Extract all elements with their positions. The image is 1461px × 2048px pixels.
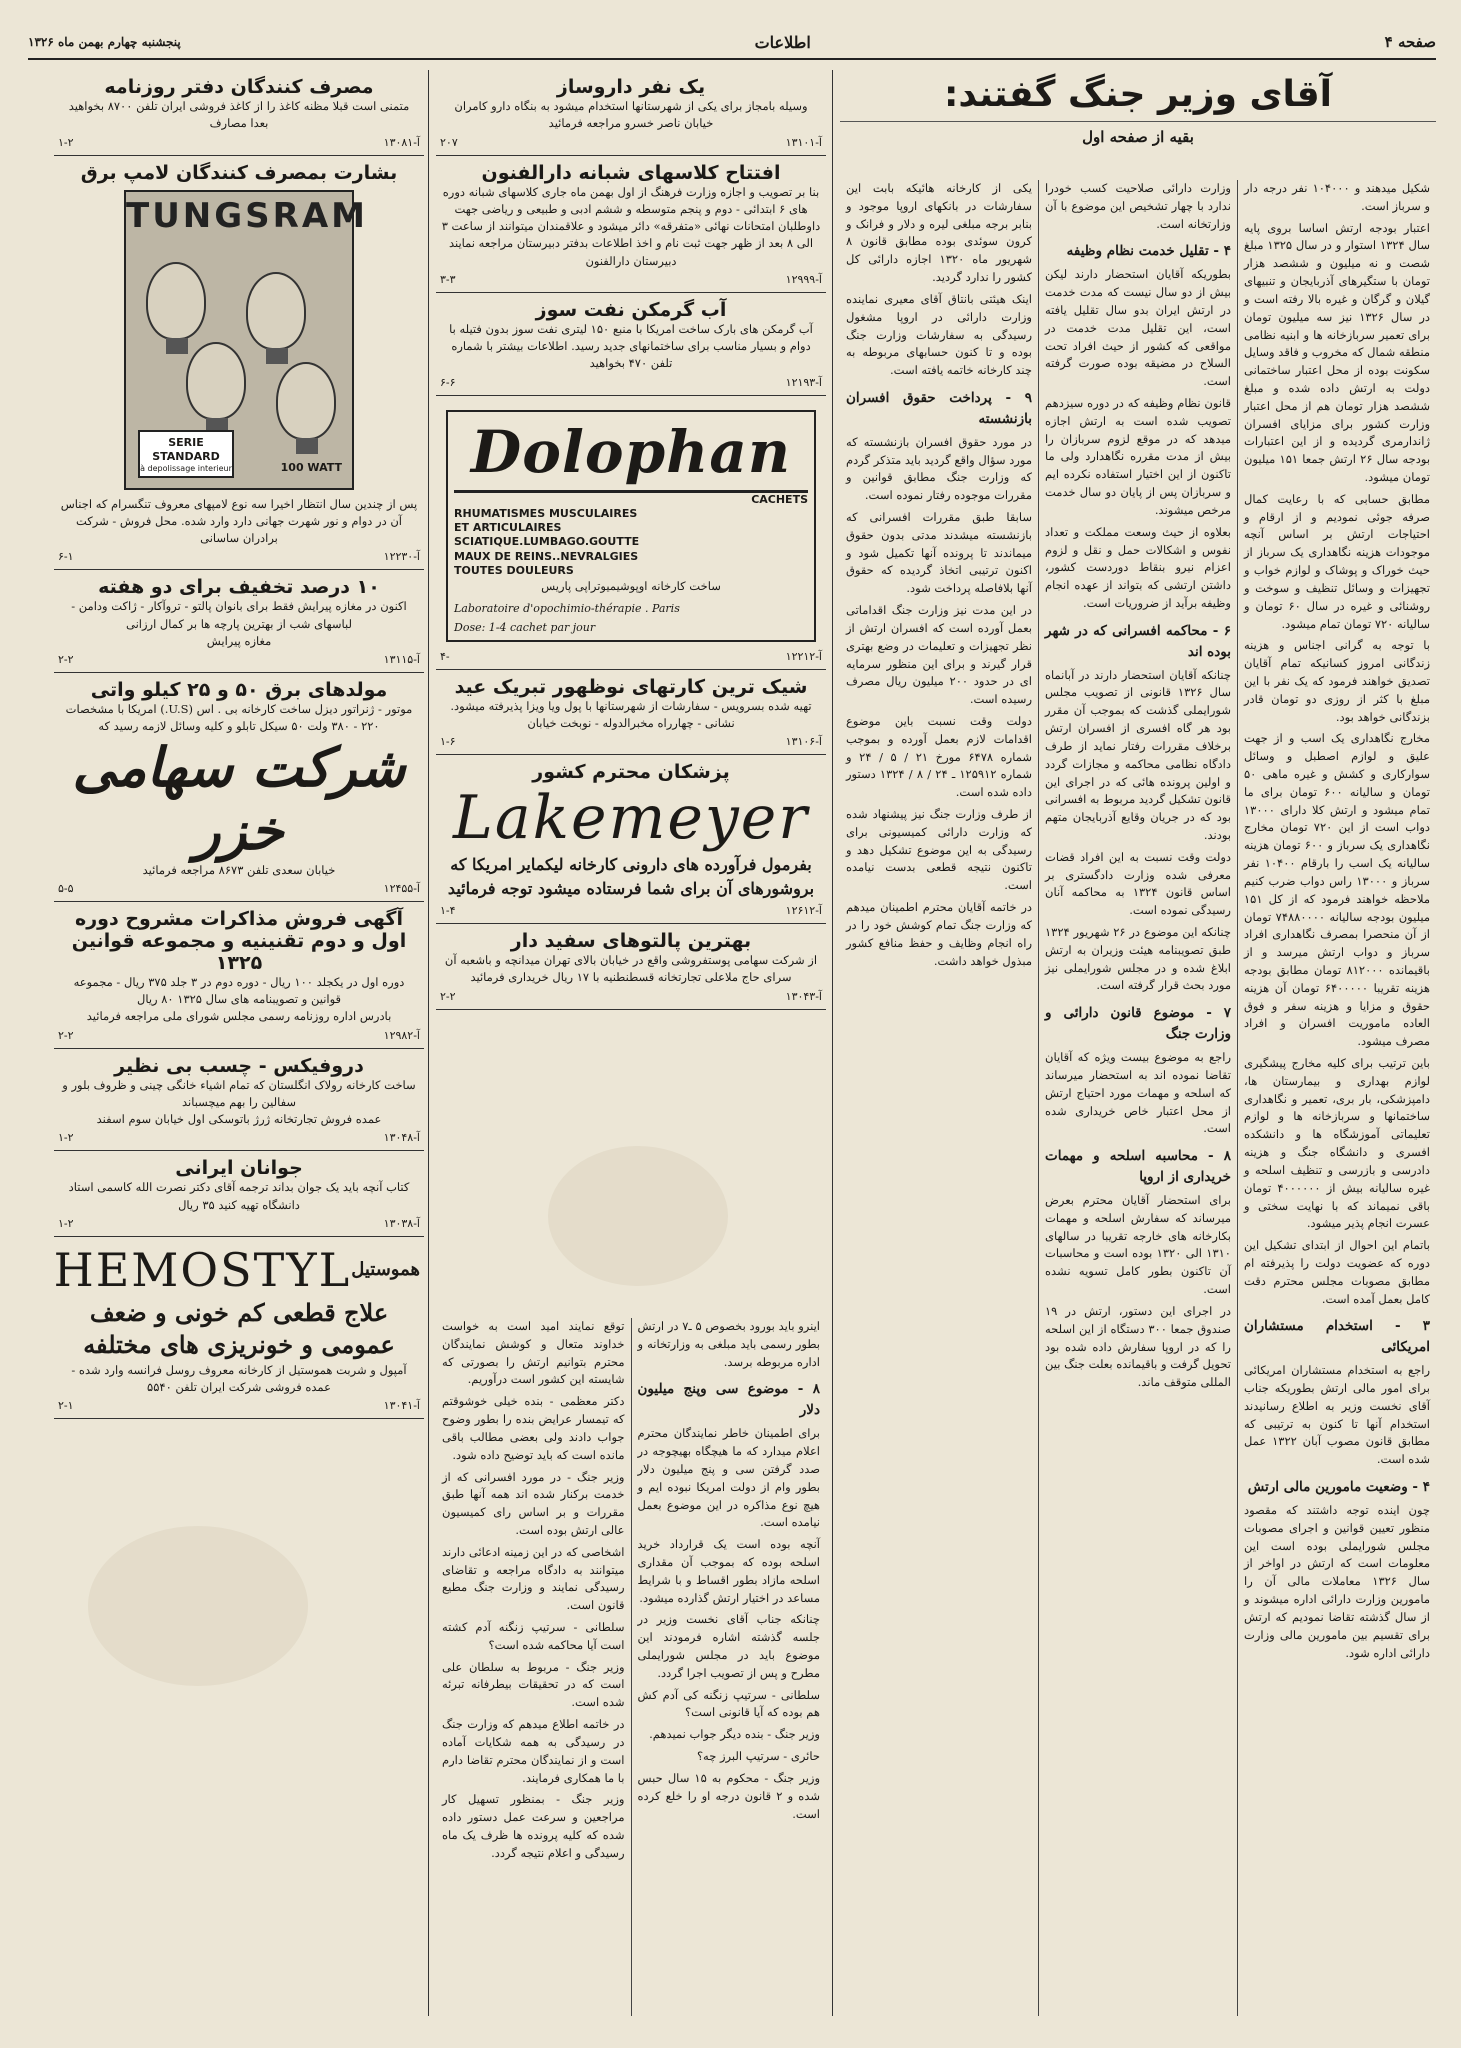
ad-code: آ-۱۲۱۹۳ <box>785 375 822 389</box>
ad-title: بهترین پالتوهای سفید دار <box>510 930 752 953</box>
dolophan-indication: SCIATIQUE.LUMBAGO.GOUTTE <box>454 535 640 549</box>
ad-title: آگهی فروش مذاکرات مشروح دوره اول و دوم تقنینیه و مجموعه قوانین ۱۳۲۵ <box>71 907 407 974</box>
ad-subtext: عمده فروش تجارتخانه ژرژ باتوسکی اول خیابان سوم اسفند <box>96 1112 382 1126</box>
ad-block <box>436 70 826 156</box>
ad-block <box>54 70 424 156</box>
ad-code-line <box>440 904 822 917</box>
khazar-logo: شرکت سهامی خزر <box>72 735 406 862</box>
ad-number: ۱-۲ <box>58 135 74 149</box>
ad-code: آ-۱۳۱۰۱ <box>785 135 822 149</box>
ad-title: افتتاح کلاسهای شبانه دارالفنون <box>481 161 781 184</box>
series-text: SERIE STANDARD <box>152 435 220 463</box>
lakemeyer-logo: Lakemeyer <box>453 783 809 854</box>
column-rule <box>832 70 833 2016</box>
article-paragraph: بعلاوه از حیث وسعت مملکت و تعداد نفوس و اشکالات حمل و نقل و لزوم اعزام نیرو بنقاط دوردست کشور، داشتن ارتشی که بتواند از عهده انجام وظیفه برآید از ضروریات است. <box>1045 524 1231 610</box>
ad-code-line <box>440 136 822 149</box>
ad-block <box>54 902 424 1049</box>
ad-title: مولدهای برق ۵۰ و ۲۵ کیلو واتی <box>90 679 388 701</box>
ad-text: اکنون در مغازه پیرایش فقط برای بانوان پالتو - تروآکار - ژاکت ودامن - لباسهای شب از بهترین پارچه ها بر کمال ارزانی <box>71 599 407 631</box>
ad-code: آ-۱۲۶۱۲ <box>785 904 822 918</box>
ad-title: یک نفر داروساز <box>556 76 706 98</box>
ad-title: پزشکان محترم کشور <box>532 761 730 784</box>
article-paragraph: راجع به استخدام مستشاران امریکائی برای امور مالی ارتش بطوریکه جناب آقای نخست وزیر به اطلاع رسانیدند استخدام آنها تا کنون به ترتیبی که مطابق قانون مصوب آبان ۱۳۲۲ عمل شده است. <box>1244 1363 1431 1467</box>
dolophan-dose: Dose: 1-4 cachet par jour <box>454 620 596 634</box>
article-kicker: بقیه از صفحه اول <box>1082 128 1194 146</box>
ad-text: پس از چندین سال انتظار اخیرا سه نوع لامپهای معروف تنگسرام که اجناس آن در دوام و نور شهرت جهانی دارد وارد شده. محل فروش - شرکت برادران ساسانی <box>60 496 418 545</box>
ad-number: ۶-۶ <box>440 375 456 389</box>
article-column-2 <box>1038 180 1237 2016</box>
article-paragraph: باین ترتیب برای کلیه مخارج پیشگیری لوازم بهداری و بیمارستان ها، دامپزشکی، بار بری، تعمیر و نگاهداری ساختمانها و سربازخانه ها و لوازم تعلیماتی آموزشگاه ها و دانشکده افسری و دانشگاه جنگ و هزینه دادرسی و بازرسی و تنظیف اسلحه و غیره سالیانه بیش از ۴۰۰۰۰۰۰ تومان باقی نمیماند که با نهایت سختی و عسرت انجام پذیر میشود. <box>1244 1056 1431 1231</box>
article-columns <box>840 180 1436 2016</box>
ad-number: ۳-۳ <box>440 272 456 286</box>
article-subhead: ۸ - محاسبه اسلحه و مهمات خریداری از اروپا <box>1045 1148 1231 1186</box>
ad-subtext: بادرس اداره روزنامه رسمی مجلس شورای ملی مراجعه فرمائید <box>86 1009 392 1024</box>
ad-number: ۴- <box>440 649 450 663</box>
ad-code: آ-۱۳۰۴۱ <box>383 1399 420 1413</box>
ad-text: متمنی است قبلا مظنه کاغذ را از کاغذ فروشی ایران تلفن ۸۷۰۰ بخواهید بعدا مصارف <box>68 99 410 131</box>
article-paragraph: مطابق حسابی که با رعایت کمال صرفه جوئی نمودیم و از ارقام و احتیاجات ارتش بر اساس آنچه موجودات هزینه نگاهداری یک سرباز از حیث خوراک و پوشاک و لوازم خواب و تجهیزات و وسائل تنظیف و سوخت و روشنائی و غیره در سال ۶۰ تومان و سالیانه ۷۲۰ تومان تمام میشود. <box>1244 491 1430 631</box>
ad-block <box>54 570 424 673</box>
hemostyl-persian-brand: هموستیل <box>351 1259 420 1281</box>
article-paragraph: برای استحضار آقایان محترم بعرض میرساند که سفارش اسلحه و مهمات بکارخانه های خارجه تقریبا در سالهای ۱۳۱۰ الی ۱۳۲۰ بوده است و محاسبات آن تاکنون بطور کامل تسویه نشده است. <box>1045 1193 1231 1297</box>
article-paragraph: چنانکه جناب آقای نخست وزیر در جلسه گذشته اشاره فرمودند این موضوع باید در مجلس شورایملی مطرح و پس از تصویب اجرا گردد. <box>637 1612 820 1680</box>
ad-title: جوانان ایرانی <box>175 1157 303 1180</box>
article-paragraph: اینک هیئتی بانتاق آقای معیری نماینده وزارت دارائی در اروپا مشغول رسیدگی به سفارشات وزارت جنگ بوده و تا کنون حسابهای مربوطه به چند کارخانه خاتمه یافته است. <box>846 291 1032 378</box>
article-paragraph: وزیر جنگ - محکوم به ۱۵ سال حبس شده و ۲ قانون درجه او را خلع کرده است. <box>637 1770 820 1821</box>
series-subtext: à depolissage interieur <box>140 464 232 474</box>
ad-title: شیک ترین کارتهای نوظهور تبریک عید <box>454 675 808 698</box>
column-rule <box>428 70 429 2016</box>
ad-code: آ-۱۳۱۰۶ <box>785 735 822 749</box>
ad-text: بفرمول فرآورده های دارونی کارخانه لیکمایر امریکا که بروشورهای آن برای شما فرستاده میشود توجه فرمائید <box>447 855 815 899</box>
ad-code-line <box>440 650 822 663</box>
ad-code-line <box>58 653 420 666</box>
article-subhead: ۶ - محاکمه افسرانی که در شهر بوده اند <box>1045 622 1231 660</box>
article-paragraph: حائری - سرتیپ البرز چه؟ <box>696 1749 820 1764</box>
ad-number: ۲۰۷ <box>440 135 458 149</box>
ad-code-line <box>440 735 822 748</box>
ad-title: علاج قطعی کم خونی و ضعف عمومی و خونریزی های مختلفه <box>83 1297 395 1360</box>
lightbulb-icon <box>276 362 336 440</box>
article-paragraph: آنچه بوده است یک قرارداد خرید اسلحه بوده که بموجب آن مقداری اسلحه مازاد بطور اقساط و با شرایط مساعد در اختیار ارتش گذارده میشود. <box>637 1537 820 1605</box>
ad-number: ۲-۲ <box>58 1028 74 1042</box>
article-paragraph: وزیر جنگ - بمنظور تسهیل کار مراجعین و سرعت عمل دستور داده شده که کلیه پرونده ها ظرف یک ماه رسیدگی و اعلام نتیجه گردد. <box>442 1792 625 1860</box>
ad-subtext: مغازه پیرایش <box>206 633 272 648</box>
article-paragraph: دولت وقت نسبت باین موضوع اقدامات لازم بعمل آورده و بموجب شماره ۶۴۷۸ مورخ ۲۱ / ۵ / ۲۴ و شماره ۱۲۵۹۱۲ ـ ۲۴ / ۸ / ۱۳۲۴ دستور داده شده است. <box>846 713 1033 800</box>
ad-code-line <box>58 550 420 563</box>
article-paragraph: راجع به موضوع بیست ویژه که آقایان تقاضا نموده اند به استحضار میرساند که اسلحه و مهمات مورد احتیاج ارتش از محل اعتبار خاص خریداری شده است. <box>1045 1050 1231 1136</box>
dolophan-logo: Dolophan <box>454 418 808 493</box>
ad-number: ۱-۴ <box>440 904 456 918</box>
article-paragraph: در اجرای این دستور، ارتش در ۱۹ صندوق جمعا ۳۰۰ دستگاه از این اسلحه را که در اروپا سفارش داده شده بود تحویل گرفت و باقیمانده بعلت جنگ بین المللی متوقف ماند. <box>1045 1303 1232 1390</box>
article-paragraph: توقع نمایند امید است به خواست خداوند متعال و کوشش نمایندگان محترم بتوانیم ارتش را بصورتی که شایسته این کشور است درآوریم. <box>442 1319 625 1387</box>
article-subhead: ۴ - تقلیل خدمت نظام وظیفه <box>1066 243 1231 260</box>
middle-ads <box>436 70 826 1010</box>
ad-code-line <box>58 136 420 149</box>
article-paragraph: یکی از کارخانه هائیکه بابت این سفارشات در بانکهای اروپا موجود و بنابر برجه مبلغی لیره و دلار و فرانک و کرون سوئدی بوده مطابق قانون ۸ شهریور ماه ۱۳۲۰ اجازه دارائی کل کشور را ندارد گردید. <box>846 181 1033 285</box>
dolophan-indication: RHUMATISMES MUSCULAIRES <box>454 506 638 520</box>
newspaper-page <box>28 26 1436 2016</box>
ad-block <box>54 1237 424 1419</box>
article-column-3 <box>840 180 1038 2016</box>
article-paragraph: شکیل میدهند و ۱۰۴۰۰۰ نفر درجه دار و سرباز است. <box>1244 181 1430 213</box>
ad-title: ۱۰ درصد تخفیف برای دو هفته <box>98 576 380 599</box>
ad-code-line <box>440 376 822 389</box>
dolophan-lab: Laboratoire d'opochimio-thérapie . Paris <box>454 601 680 615</box>
ad-block <box>54 1049 424 1152</box>
article-paragraph: چون اینده توجه داشتند که مقصود منظور تعیین قوانین و اجرای مصوبات مجلس شورایملی بوده است این معلومات است که ارتش در اواخر از سال ۱۳۲۶ معاملات مالی آن را مامورین وزارت دارائی اداره میشوند و از سال گذشته تقاضا نمودیم که ارتش برای تقسیم بین مامورین مالی وزارت دارائی اداره شود. <box>1244 1503 1430 1660</box>
lightbulb-icon <box>186 342 246 420</box>
page-label: صفحه ۴ <box>1384 33 1436 51</box>
ad-text: از شرکت سهامی پوستفروشی واقع در خیابان بالای تهران میدانچه و باشعبه آن سرای حاج ملاعلی تجارتخانه قسطنطنیه با ۱۷ ریال خریداری فرمائید <box>444 953 818 985</box>
article-subhead: ۸ - موضوع سی وپنج میلیون دلار <box>637 1381 820 1419</box>
article-paragraph: مخارج نگاهداری یک اسب و از جهت علیق و لوازم اصطبل و وسائل سوارکاری و کشش و غیره ماهی ۵۰ تومان و سالیانه ۶۰۰ تومان برای ما تمام میشود و ارتش کلا دارای ۱۳۰۰۰ دواب است از این ۷۲۰ تومان مخارج نگاهداری یک سرباز و ۶۰۰ تومان هزینه سالیانه یک اسب را بارقام ۱۰۴۰۰ نفر سرباز و ۱۳۰۰۰ راس دواب ضرب کنیم ملاحظه خواهند فرمود که از کل ۱۵۱ میلیون بودجه سالیانه ۷۴۸۸۰۰۰۰ تومان از آن منحصرا بمصرف نگاهداری افراد سرباز و دواب ارتش میرسد و از باقیمانده ۸۱۲۰۰۰ تومان مطابق بودجه هزینه تقریبا ۶۴۰۰۰۰۰ تومان آن هزینه حقوق و مزایا و هزینه سفر و فوق العاده ماموریت افسران و افراد مصرف میشود. <box>1244 731 1431 1049</box>
main-article <box>840 70 1436 2016</box>
article-paragraph: قانون نظام وظیفه که در دوره سیزدهم تصویب شده است به ارتش اجازه میدهد که در موقع لزوم سربازان را بیش از مدت مقرره نگاهدارد ولی ما تاکنون از این اختیار استفاده نکرده ایم و سربازان پس از پایان دو سال خدمت مرخص میشوند. <box>1045 396 1231 517</box>
ad-code: آ-۱۲۲۳۰ <box>383 550 420 564</box>
ad-code-line <box>58 1029 420 1042</box>
ad-code-line <box>58 1217 420 1230</box>
hemostyl-brand-row <box>54 1242 420 1297</box>
article-paragraph: سلطانی - سرتیپ زنگنه کی آدم کش هم بوده که آیا قانونی است؟ <box>637 1687 820 1720</box>
ad-block <box>436 755 826 924</box>
ad-title: دروفیکس - چسب بی نظیر <box>114 1054 364 1077</box>
article-paragraph: چنانکه این موضوع در ۲۶ شهریور ۱۳۲۴ طبق تصویبنامه هیئت وزیران به ارتش ابلاغ شده و در مجلس شورایملی نیز مورد بحث قرار گرفته است. <box>1045 925 1231 993</box>
ad-code: آ-۱۳۰۴۸ <box>383 1131 420 1145</box>
article-paragraph: از طرف وزارت جنگ نیز پیشنهاد شده که وزارت دارائی کمیسیونی برای رسیدگی به این موضوع تشکیل دهد و تاکنون نتیجه قطعی بدست نیامده است. <box>846 807 1032 893</box>
article-paragraph: باتمام این احوال از ابتدای تشکیل این دوره که عضویت دولت را پذیرفته ام مطابق مصوبات مجلس محترم دقت کامل بعمل آمده است. <box>1244 1238 1430 1306</box>
series-standard-label <box>138 430 234 478</box>
ad-code: آ-۱۲۹۹۹ <box>785 272 822 286</box>
middle-column <box>436 70 826 2016</box>
date-line: پنجشنبه چهارم بهمن ماه ۱۳۲۶ <box>28 35 181 49</box>
ad-text: آمپول و شربت هموستیل از کارخانه معروف روسل فرانسه وارد شده - عمده فروشی شرکت ایران تلفن ۵۵۴۰ <box>71 1362 407 1394</box>
ad-number: ۲-۱ <box>58 1399 74 1413</box>
article-paragraph: در خاتمه آقایان محترم اطمینان میدهم که وزارت جنگ تمام کوشش خود را در راه انجام وظایف و حفظ منافع کشور مبذول خواهد داشت. <box>846 900 1032 968</box>
ad-block <box>54 673 424 902</box>
ad-text: بنا بر تصویب و اجازه وزارت فرهنگ از اول بهمن ماه جاری کلاسهای شبانه دوره های ۶ ابتدائی - دوم و پنجم متوسطه و ششم ادبی و طبیعی و ریاضی جهت داوطلبان امتحانات نهائی «متفرقه» دائر میشود و علاقمندان میتوانند از ساعت ۳ الی ۸ بعد از ظهر جهت ثبت نام و اخذ اطلاعات بدفتر دبیرستان مراجعه نمایند <box>441 184 821 251</box>
dolophan-indication: TOUTES DOULEURS <box>454 563 574 577</box>
ad-text: تهیه شده بسرویس - سفارشات از شهرستانها با پول ویا ویزا پذیرفته میشود. نشانی - چهارراه مخبرالدوله - نوبخت خیابان <box>450 698 812 730</box>
article-paragraph: در این مدت نیز وزارت جنگ اقداماتی بعمل آورده است که افسران ارتش از نظر تجهیزات و تعلیمات در وضع بهتری قرار گیرند و برای این منظور سرمایه ای در حدود ۲۰۰ میلیون ریال مصرف رسیده است. <box>846 603 1032 707</box>
dolophan-indication: MAUX DE REINS..NEVRALGIES <box>454 549 639 563</box>
ad-title: آب گرمکن نفت سوز <box>535 298 727 321</box>
ad-block <box>436 670 826 756</box>
left-ads-column <box>54 70 424 2016</box>
dolophan-ad <box>446 410 816 642</box>
ad-title: مصرف کنندگان دفتر روزنامه <box>104 76 374 98</box>
article-paragraph: با توجه به گرانی اجناس و هزینه زندگانی امروز کسانیکه تمام آقایان تصدیق خواهند فرمود که یک نفر با این مبلغ با کثر از روزی دو تومان قادر بزندگانی خواهد بود. <box>1244 638 1430 724</box>
article-paragraph: برای اطمینان خاطر نمایندگان محترم اعلام میدارد که ما هیچگاه بهیچوجه در صدد گرفتن سی و پنج میلیون دلار بطور وام از دولت امریکا نبوده ایم و هیچ نوع مذاکره در این موضوع بعمل نیامده است. <box>637 1426 820 1530</box>
ad-code: آ-۱۳۰۴۳ <box>785 989 822 1003</box>
lightbulb-icon <box>146 262 206 340</box>
article-subhead: ۹ - پرداخت حقوق افسران بازنشسته <box>846 389 1032 427</box>
dolophan-cachets: CACHETS <box>751 492 808 506</box>
article-paragraph: دکتر معظمی - بنده خیلی خوشوقتم که تیمسار عرایض بنده را بطور وضوح جواب دادند ولی بعضی مطالب باقی مانده است که باید توضیح داده شود. <box>442 1394 625 1462</box>
dolophan-indication: ET ARTICULAIRES <box>454 521 562 535</box>
article-column-5 <box>436 1318 631 2016</box>
article-paragraph: سابقا طبق مقررات افسرانی که بازنشسته میشدند مدتی بدون حقوق میماندند تا پرونده آنها تکمیل شود و اکنون ترتیبی اتخاذ گردیده که حقوق آنها بلافاصله پرداخت شود. <box>846 510 1032 596</box>
tungsram-logo: TUNGSRAM <box>126 195 368 236</box>
ad-code-line <box>58 882 420 895</box>
ad-code-line <box>58 1399 420 1412</box>
ad-subtext: خیابان سعدی تلفن ۸۶۷۳ مراجعه فرمائید <box>142 862 336 877</box>
article-paragraph: اعتبار بودجه ارتش اساسا بروی پایه سال ۱۳۲۴ استوار و در سال ۱۳۲۵ مبلغ شصت و نه میلیون و ششصد هزار تومان با ستگیرهای آذربایجان و تنبیهای گیلان و گرگان و غیره بالا رفته است و در سال ۱۳۲۶ نیز سه میلیون تومان برای تعمیر سربازخانه ها و ابنیه نظامی منطقه شمال که مخروب و فاقد وسایل سکونت بوده از محل اعتبار ساختمانی دولت به ارتش داده شده و مبلغ ششصد هزار تومان هم از محل اعتبار وزارت کشور برای مزایای افسران ژاندارمری گردیده و از این اعتبارات بودجه سال ۲۶ ارتش جمعا ۱۵۱ میلیون تومان میشود. <box>1244 220 1431 484</box>
ad-code: آ-۱۲۴۵۵ <box>383 881 420 895</box>
article-paragraph: وزارت دارائی صلاحیت کسب خودرا ندارد با چهار تشخیص این موضوع با آن وزارتخانه است. <box>1045 181 1231 231</box>
ad-number: ۱-۶ <box>440 735 456 749</box>
hemostyl-logo: HEMOSTYL <box>54 1242 352 1297</box>
article-subhead: ۷ - موضوع قانون دارائی و وزارت جنگ <box>1045 1005 1231 1043</box>
ad-block <box>436 924 826 1010</box>
article-headline: آقای وزیر جنگ گفتند: <box>840 70 1436 122</box>
ad-text: موتور - ژنراتور دیزل ساخت کارخانه بی . اس (U.S.) امریکا با مشخصات ۲۲۰ - ۳۸۰ ولت ۵۰ سیکل تابلو و کلیه وسائل لازمه رسید که <box>65 702 413 734</box>
ad-text: ساخت کارخانه رولاک انگلستان که تمام اشیاء خانگی چینی و ظروف بلور و سفالین را بهم میچسباند <box>62 1077 416 1109</box>
paper-stain <box>548 1146 728 1286</box>
article-paragraph: دولت وقت نسبت به این افراد قضات معرفی شده وزارت دادگستری بر اساس قانون ۱۳۲۴ به محاکمه آنان رسیدگی نموده است. <box>1045 849 1231 918</box>
paper-name: اطلاعات <box>754 32 811 52</box>
ad-block <box>436 293 826 396</box>
article-paragraph: در خاتمه اطلاع میدهم که وزارت جنگ در رسیدگی به همه شکایات آماده است و از نمایندگان محترم تقاضا دارم با ما همکاری فرمایند. <box>442 1717 625 1785</box>
ad-block <box>54 1151 424 1237</box>
left-ads <box>54 70 424 1419</box>
ad-code: آ-۱۳۰۳۸ <box>383 1216 420 1230</box>
article-column-4 <box>631 1318 827 2016</box>
ad-code: آ-۱۳۱۱۵ <box>383 653 420 666</box>
ad-text: کتاب آنچه باید یک جوان بداند ترجمه آقای دکتر نصرت الله کاسمی استاد دانشگاه تهیه کنید ۳۵ ریال <box>68 1180 410 1212</box>
ad-block <box>436 156 826 293</box>
article-paragraph: اینرو باید بورود بخصوص ۵ ـ۷ در ارتش بطور رسمی باید مبلغی به وزارتخانه و اداره مربوطه برسد. <box>637 1319 820 1369</box>
article-paragraph: بطوریکه آقایان استحضار دارند لیکن بیش از دو سال نیست که مدت خدمت در ارتش ایران بدو سال تقلیل یافته است، این تقلیل مدت خدمت در مواقعی که کشور از حیث افراد تحت السلاح در مضیقه بوده صورت گرفته است. <box>1045 267 1231 389</box>
ad-number: ۱-۲ <box>58 1131 74 1145</box>
ad-text: آب گرمکن های بارک ساخت امریکا با منبع ۱۵۰ لیتری نفت سوز بدون فتیله با دوام و بسیار مناسب برای ساختمانهای جدید رسید. اطلاعات بیشتر با شماره تلفن ۴۷۰ بخواهید <box>449 321 813 371</box>
article-paragraph: وزیر جنگ - در مورد افسرانی که از خدمت برکنار شده اند همه آنها طبق مقررات و بر اساس رای کمیسیون عالی ارتش بوده است. <box>442 1469 625 1537</box>
dolophan-persian-text: ساخت کارخانه اوپوشیمیوتراپی پاریس <box>541 579 721 594</box>
ad-subtext: دبیرستان دارالفنون <box>585 253 677 268</box>
ad-text: دوره اول در یکجلد ۱۰۰ ریال - دوره دوم در ۳ جلد ۳۷۵ ریال - مجموعه قوانین و تصویبنامه های سال ۱۳۲۵ ۸۰ ریال <box>73 974 405 1006</box>
ad-code-line <box>440 990 822 1003</box>
article-paragraph: در مورد حقوق افسران بازنشسته که مورد سؤال واقع گردید باید متذکر گردم که وزارت جنگ مطابق قوانین و مقررات موجوده رفتار نموده است. <box>846 434 1032 503</box>
ad-text: وسیله بامجاز برای یکی از شهرستانها استخدام میشود به بنگاه دارو کامران خیابان ناصر خسرو مراجعه فرمائید <box>454 99 808 131</box>
ad-code-line <box>58 1131 420 1144</box>
ad-code: آ-۱۲۹۸۲ <box>383 1028 420 1042</box>
article-paragraph: چنانکه آقایان استحضار دارند در آبانماه سال ۱۳۲۶ قانونی از تصویب مجلس شورایملی گذشت که بموجب آن مقرر بود هر گاه افسری از افسران ارتش برخلاف مقررات رفتار نماید از طرف دادگاه نظامی محاکمه و مجازات گردد و اولین پرونده هائی که در اجرای این قانون تشکیل گردید مربوط به افسرانی بود که در جریان وقایع آذربایجان متهم بودند. <box>1045 667 1231 842</box>
article-paragraph: اشخاصی که در این زمینه ادعائی دارند میتوانند به دادگاه مراجعه و تقاضای رسیدگی نمایند و وزارت جنگ مطیع قانون است. <box>442 1544 625 1613</box>
article-paragraph: وزیر جنگ - مربوط به سلطان علی است که در تحقیقات بیطرفانه تبرئه شده است. <box>442 1659 625 1710</box>
ad-block <box>54 156 424 571</box>
tungsram-illustration <box>124 190 368 490</box>
article-subhead: ۴ - وضعیت مامورین مالی ارتش <box>1247 1479 1430 1496</box>
ad-number: ۱-۲ <box>58 1216 74 1230</box>
ad-number: ۲-۲ <box>58 653 74 666</box>
ad-number: ۲-۲ <box>440 989 456 1003</box>
watt-label: 100 WATT <box>280 460 342 474</box>
ad-code: آ-۱۲۲۱۲ <box>785 649 822 663</box>
ad-block <box>436 396 826 670</box>
ad-number: ۶-۱ <box>58 550 74 564</box>
article-continuation <box>436 1318 826 2016</box>
paper-stain <box>88 1526 308 1686</box>
lightbulb-icon <box>246 272 306 350</box>
article-paragraph: وزیر جنگ - بنده دیگر جواب نمیدهم. <box>649 1727 820 1742</box>
page-header <box>28 26 1436 60</box>
ad-code: آ-۱۳۰۸۱ <box>383 135 420 149</box>
ad-title: بشارت بمصرف کنندگان لامپ برق <box>80 161 398 184</box>
article-paragraph: سلطانی - سرتیپ زنگنه آدم کشته است آیا محاکمه شده است؟ <box>442 1620 625 1652</box>
article-subhead: ۳ - استخدام مستشاران امریکائی <box>1244 1318 1430 1356</box>
article-column-1 <box>1237 180 1436 2016</box>
ad-number: ۵-۵ <box>58 881 74 895</box>
ad-code-line <box>440 273 822 286</box>
